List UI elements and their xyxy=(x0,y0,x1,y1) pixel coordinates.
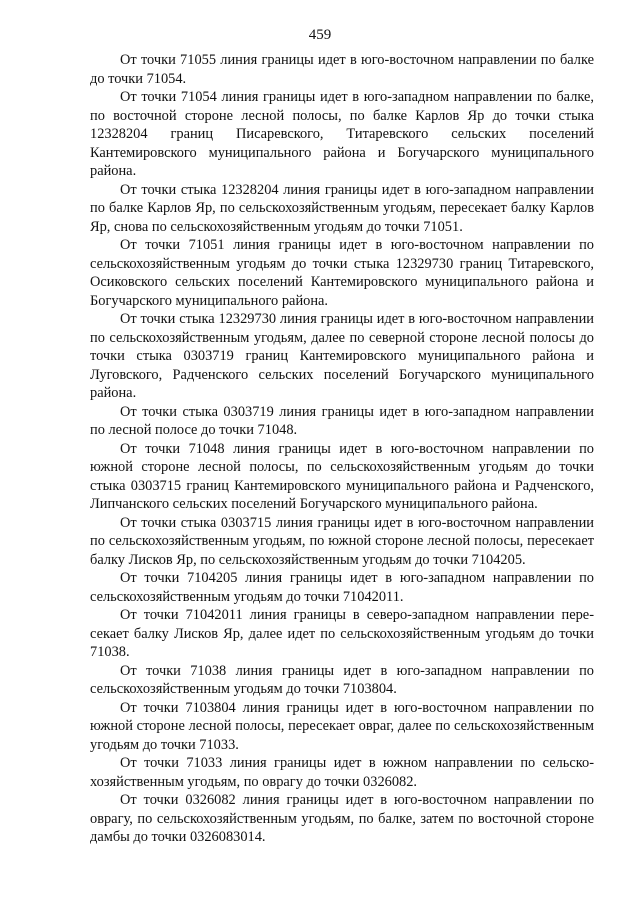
paragraph: От точки 71054 линия границы идет в юго-западном направлении по балке, по восточной стороне лесной полосы, по балке Карлов Яр до точки стыка 12328204 границ Писаревского, Титаревского сельских поселений Кантемировского муниципального района и Богучарского муниципального района. xyxy=(90,89,594,179)
paragraph: От точки стыка 12328204 линия границы идет в юго-западном направлении по балке Карлов Яр, по сельскохозяйственным угодьям, пересекает балку Карлов Яр, снова по сельскохозяйственным угодьям до точки 71051. xyxy=(90,181,594,235)
paragraph: От точки 71048 линия границы идет в юго-восточном направлении по южной стороне лесной полосы, по сельскохозяйственным угодьям до точки стыка 0303715 границ Кантемировского муниципального района и Радченского, Липчанского сельских поселений Богучарского муниципального района. xyxy=(90,440,594,512)
paragraph: От точки 71038 линия границы идет в юго-западном направлении по сельскохозяйственным угодьям до точки 7103804. xyxy=(90,662,594,697)
document-body xyxy=(90,51,594,847)
paragraph: От точки 71042011 линия границы в северо-западном направлении пересекает балку Лисков Яр, далее идет по сельскохозяйственным угодьям до точки 71038. xyxy=(90,607,594,660)
paragraph: От точки 0326082 линия границы идет в юго-восточном направлении по оврагу, по сельскохозяйственным угодьям, по балке, затем по восточной стороне дамбы до точки 0326083014. xyxy=(90,792,594,845)
paragraph: От точки 71051 линия границы идет в юго-восточном направлении по сельскохозяйственным угодьям до точки стыка 12329730 границ Титаревского, Осиковского сельских поселений Кантемировского муниципального района и Богучарского муниципального района. xyxy=(90,237,594,309)
paragraph: От точки стыка 0303715 линия границы идет в юго-восточном направлении по сельскохозяйственным угодьям, по южной стороне лесной полосы, пересекает балку Лисков Яр, по сельскохозяйственным угодьям до точки 7104205. xyxy=(90,514,594,568)
paragraph: От точки 7103804 линия границы идет в юго-восточном направлении по южной стороне лесной полосы, пересекает овраг, далее по сельскохозяйственным угодьям до точки 71033. xyxy=(90,699,594,753)
paragraph: От точки стыка 12329730 линия границы идет в юго-восточном направлении по сельскохозяйственным угодьям, далее по северной стороне лесной полосы до точки стыка 0303719 границ Кантемировского муниципального района и Луговского, Радченского сельских поселений Богучарского муниципального района. xyxy=(90,311,594,401)
paragraph: От точки 7104205 линия границы идет в юго-западном направлении по сельскохозяйственным угодьям до точки 71042011. xyxy=(90,570,594,605)
page-number: 459 xyxy=(308,27,332,43)
paragraph: От точки 71055 линия границы идет в юго-восточном направлении по балке до точки 71054. xyxy=(90,52,594,87)
paragraph: От точки стыка 0303719 линия границы идет в юго-западном направлении по лесной полосе до точки 71048. xyxy=(90,403,594,438)
paragraph: От точки 71033 линия границы идет в южном направлении по сельскохозяйственным угодьям, по оврагу до точки 0326082. xyxy=(90,755,594,790)
